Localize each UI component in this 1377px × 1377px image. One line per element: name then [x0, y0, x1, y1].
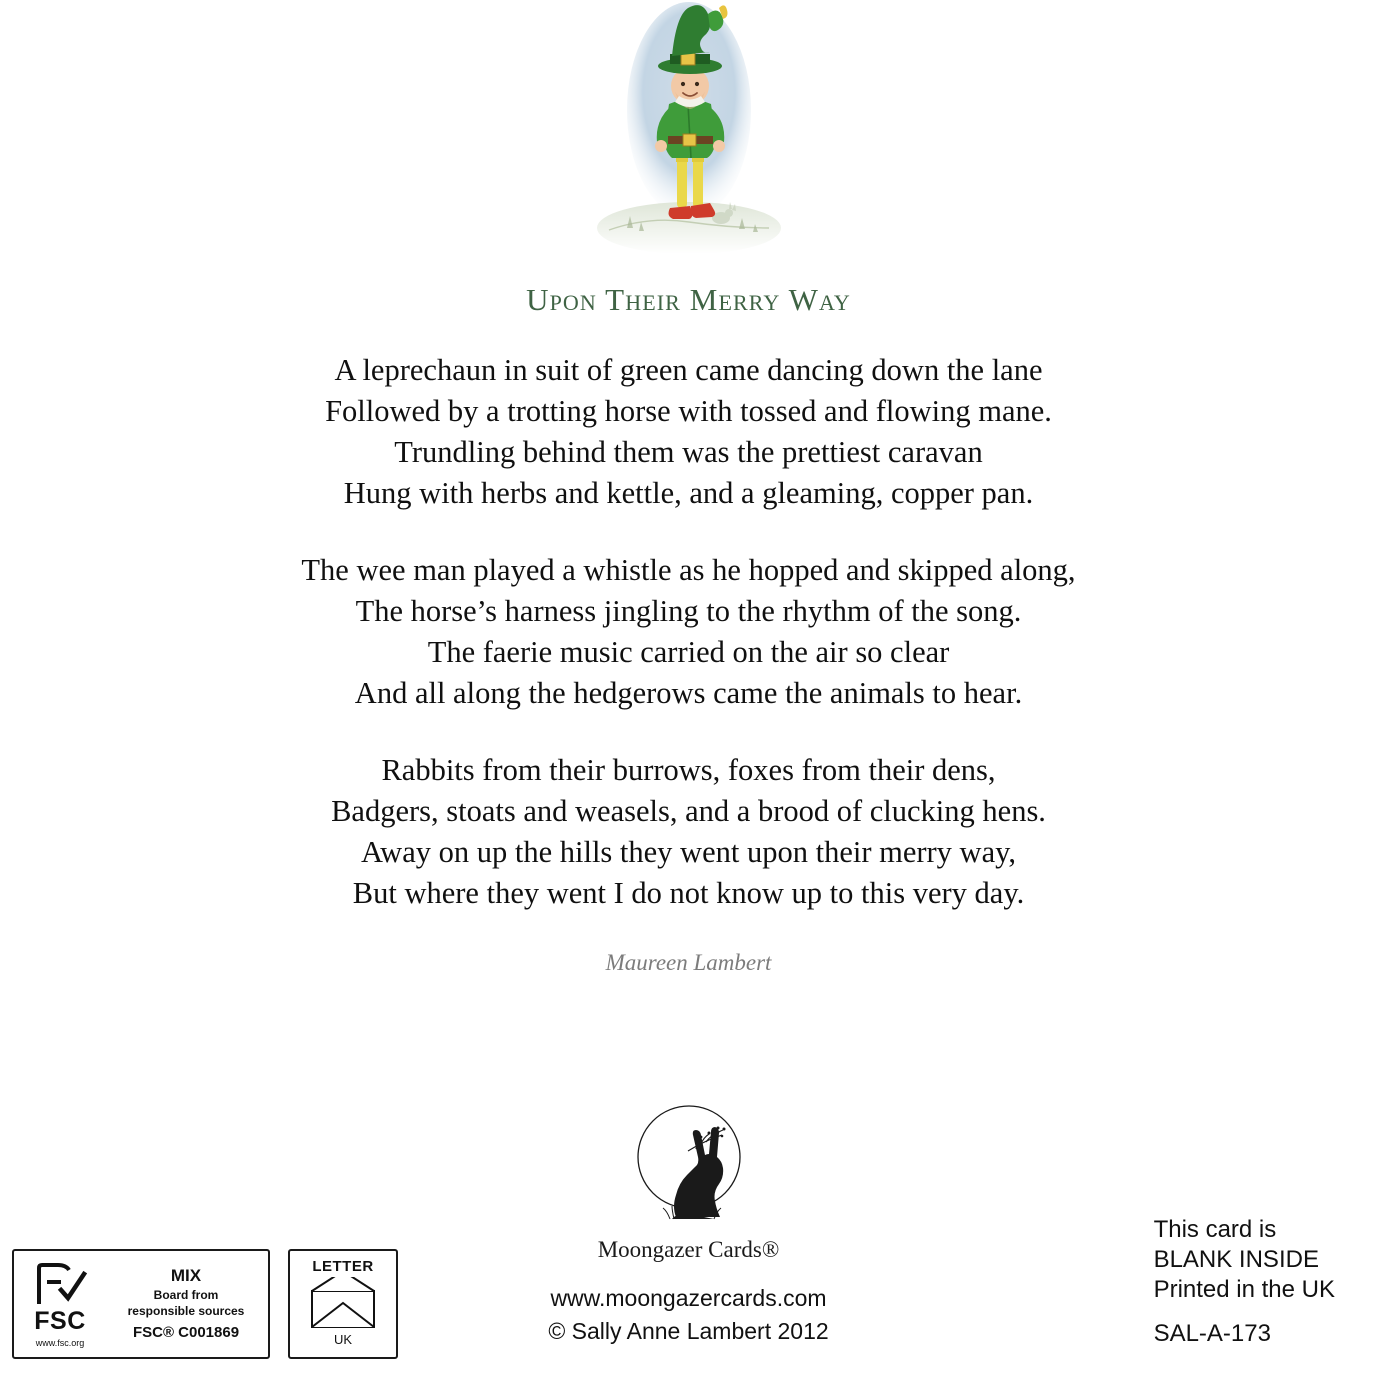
fsc-certificate-code: FSC® C001869 [132, 1324, 240, 1342]
brand-name: Moongazer Cards® [597, 1237, 780, 1262]
poem-line: Hung with herbs and kettle, and a gleaming, copper pan. [343, 476, 1034, 510]
poem-stanza [0, 750, 1377, 914]
card-product-code: SAL-A-173 [1153, 1320, 1271, 1347]
card-info-line-1: This card is [1153, 1216, 1277, 1243]
fsc-description-line-2: responsible sources [127, 1304, 245, 1319]
poem-line: But where they went I do not know up to this very day. [352, 876, 1025, 910]
fsc-logo-left [14, 1251, 106, 1357]
poem-line: A leprechaun in suit of green came dancing down the lane [334, 353, 1043, 387]
poem-author: Maureen Lambert [605, 950, 772, 975]
fsc-website: www.fsc.org [35, 1338, 85, 1348]
card-info-line-3: Printed in the UK [1153, 1276, 1335, 1303]
fsc-wordmark: FSC [34, 1307, 86, 1335]
poem-title: Upon Their Merry Way [526, 282, 851, 317]
fsc-logo [12, 1249, 270, 1359]
moongazer-hare-logo-icon [614, 1095, 764, 1235]
fsc-mix-label: MIX [170, 1265, 202, 1285]
card-info-line-2: BLANK INSIDE [1153, 1246, 1319, 1273]
brand-website[interactable]: www.moongazercards.com [550, 1285, 827, 1311]
poem-stanza [0, 350, 1377, 514]
poem-line: Followed by a trotting horse with tossed and flowing mane. [325, 394, 1052, 428]
fsc-tree-checkmark-icon [31, 1260, 89, 1306]
poem-line: The faerie music carried on the air so clear [427, 635, 950, 669]
letter-label: LETTER [312, 1258, 374, 1275]
poem-line: The horse’s harness jingling to the rhythm of the song. [355, 594, 1022, 628]
letter-region: UK [333, 1332, 353, 1347]
poem-body [0, 350, 1377, 976]
poem-line: And all along the hedgerows came the animals to hear. [354, 676, 1023, 710]
poem-line: Trundling behind them was the prettiest caravan [394, 435, 983, 469]
brand-block [479, 1095, 899, 1345]
card-info [1154, 1215, 1335, 1349]
fsc-description-line-1: Board from [153, 1287, 219, 1302]
brand-copyright: © Sally Anne Lambert 2012 [548, 1318, 829, 1344]
poem-line: Badgers, stoats and weasels, and a brood of clucking hens. [331, 794, 1046, 828]
poem-line: The wee man played a whistle as he hopped and skipped along, [301, 553, 1076, 587]
poem-line: Rabbits from their burrows, foxes from their dens, [381, 753, 996, 787]
fsc-logo-right [106, 1251, 268, 1357]
poem-line: Away on up the hills they went upon their merry way, [360, 835, 1017, 869]
poem-illustration [569, 0, 809, 268]
leprechaun-illustration-svg [569, 0, 809, 268]
letter-size-mark [288, 1249, 398, 1359]
poem-stanza [0, 550, 1377, 714]
envelope-icon [306, 1277, 380, 1331]
